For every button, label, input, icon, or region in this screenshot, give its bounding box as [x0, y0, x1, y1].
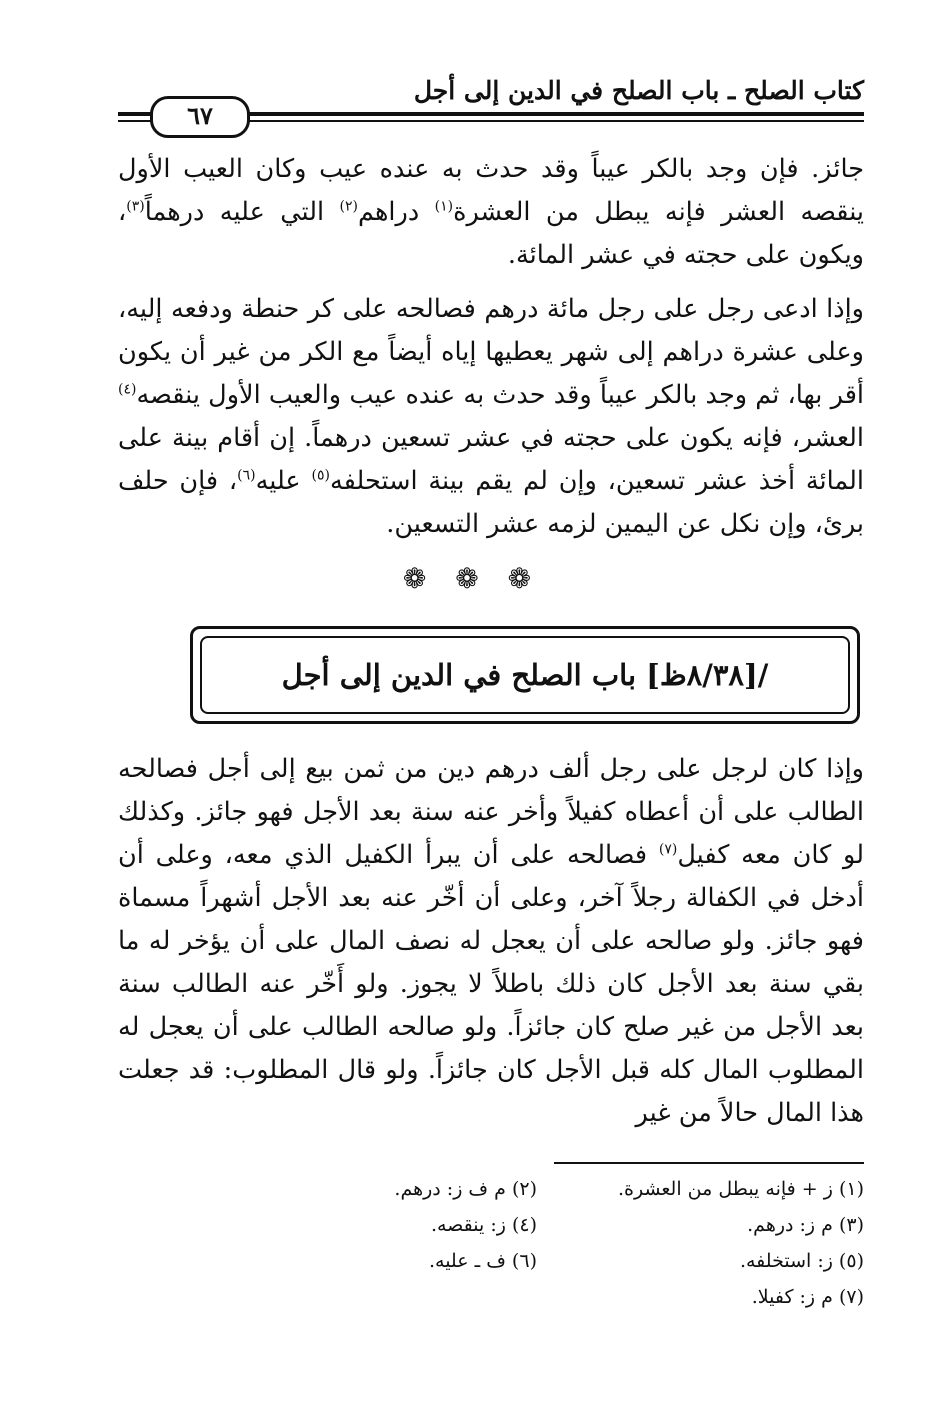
- section-heading: /[٨/٣٨ظ] باب الصلح في الدين إلى أجل: [200, 636, 850, 714]
- footnote-5: (٥) ز: استخلفه.: [739, 1250, 864, 1272]
- p1-text-1: جائز. فإن وجد بالكر عيباً وقد حدث به عنده عيب وكان العيب الأول ينقصه العشر فإنه يبطل من العشرة: [118, 154, 864, 227]
- section-separator: ❁ ❁ ❁: [402, 562, 542, 595]
- p2-text-3: عليه: [255, 466, 312, 496]
- footnote-ref-4: (٤): [118, 381, 137, 398]
- p2-text-1: وإذا ادعى رجل على رجل مائة درهم فصالحه على كر حنطة ودفعه إليه، وعلى عشرة دراهم إلى شهر يعطيها إياه أيضاً مع الكر من غير أن يكون أقر بها، ثم وجد بالكر عيباً وقد حدث به عنده عيب والعيب الأول ينقصه: [118, 294, 864, 410]
- footnote-ref-2: (٢): [339, 198, 358, 215]
- footnote-7: (٧) م ز: كفيلا.: [751, 1286, 864, 1308]
- footnote-1: (١) ز + فإنه يبطل من العشرة.: [617, 1178, 864, 1200]
- footnote-ref-3: (٣): [126, 198, 145, 215]
- paragraph-2: [118, 288, 864, 546]
- footnote-4: (٤) ز: ينقصه.: [430, 1214, 537, 1236]
- footnote-6: (٦) ف ـ عليه.: [428, 1250, 537, 1272]
- p2-text-4: ، فإن حلف برئ، وإن نكل عن اليمين لزمه عشر التسعين.: [118, 466, 864, 539]
- p1-text-4: ، ويكون على حجته في عشر المائة.: [118, 197, 864, 270]
- p3-text-1: وإذا كان لرجل على رجل ألف درهم دين من ثمن بيع إلى أجل فصالحه الطالب على أن أعطاه كفيلاً وأخر عنه سنة بعد الأجل فهو جائز. وكذلك لو كان معه كفيل: [118, 754, 864, 870]
- footnote-3: (٣) م ز: درهم.: [747, 1214, 864, 1236]
- footnote-rule: [554, 1162, 864, 1164]
- footnote-grid-filler: [250, 1282, 537, 1312]
- p3-text-2: فصالحه على أن يبرأ الكفيل الذي معه، وعلى أن أدخل في الكفالة رجلاً آخر، وعلى أن أخّر عنه بعد الأجل أشهراً مسماة فهو جائز. ولو صالحه على أن يعجل له نصف المال على أن يؤخر له ما بقي سنة بعد الأجل كان ذلك باطلاً لا يجوز. ولو أَخّر عنه الطالب سنة بعد الأجل من غير صلح كان جائزاً. ولو صالحه الطالب على أن يعجل له المطلوب المال كله قبل الأجل كان جائزاً. ولو قال المطلوب: قد جعلت هذا المال حالاً من غير: [118, 840, 864, 1128]
- footnote-2: (٢) م ف ز: درهم.: [394, 1178, 537, 1200]
- footnote-ref-5: (٥): [311, 467, 330, 484]
- footnotes: [250, 1174, 864, 1312]
- paragraph-3: [118, 748, 864, 1135]
- p1-text-2: دراهم: [358, 197, 435, 227]
- footnote-ref-6: (٦): [237, 467, 256, 484]
- footnote-ref-7: (٧): [658, 841, 678, 858]
- footnote-ref-1: (١): [434, 198, 454, 215]
- running-title: كتاب الصلح ـ باب الصلح في الدين إلى أجل: [413, 76, 864, 105]
- p1-text-3: التي عليه درهماً: [144, 197, 340, 227]
- p2-text-2: العشر، فإنه يكون على حجته في عشر تسعين درهماً. إن أقام بينة على المائة أخذ عشر تسعين، وإن لم يقم بينة استحلفه: [118, 423, 864, 496]
- paragraph-1: [118, 148, 864, 277]
- section-heading-frame: [190, 626, 860, 724]
- page-number: ٦٧: [150, 96, 250, 138]
